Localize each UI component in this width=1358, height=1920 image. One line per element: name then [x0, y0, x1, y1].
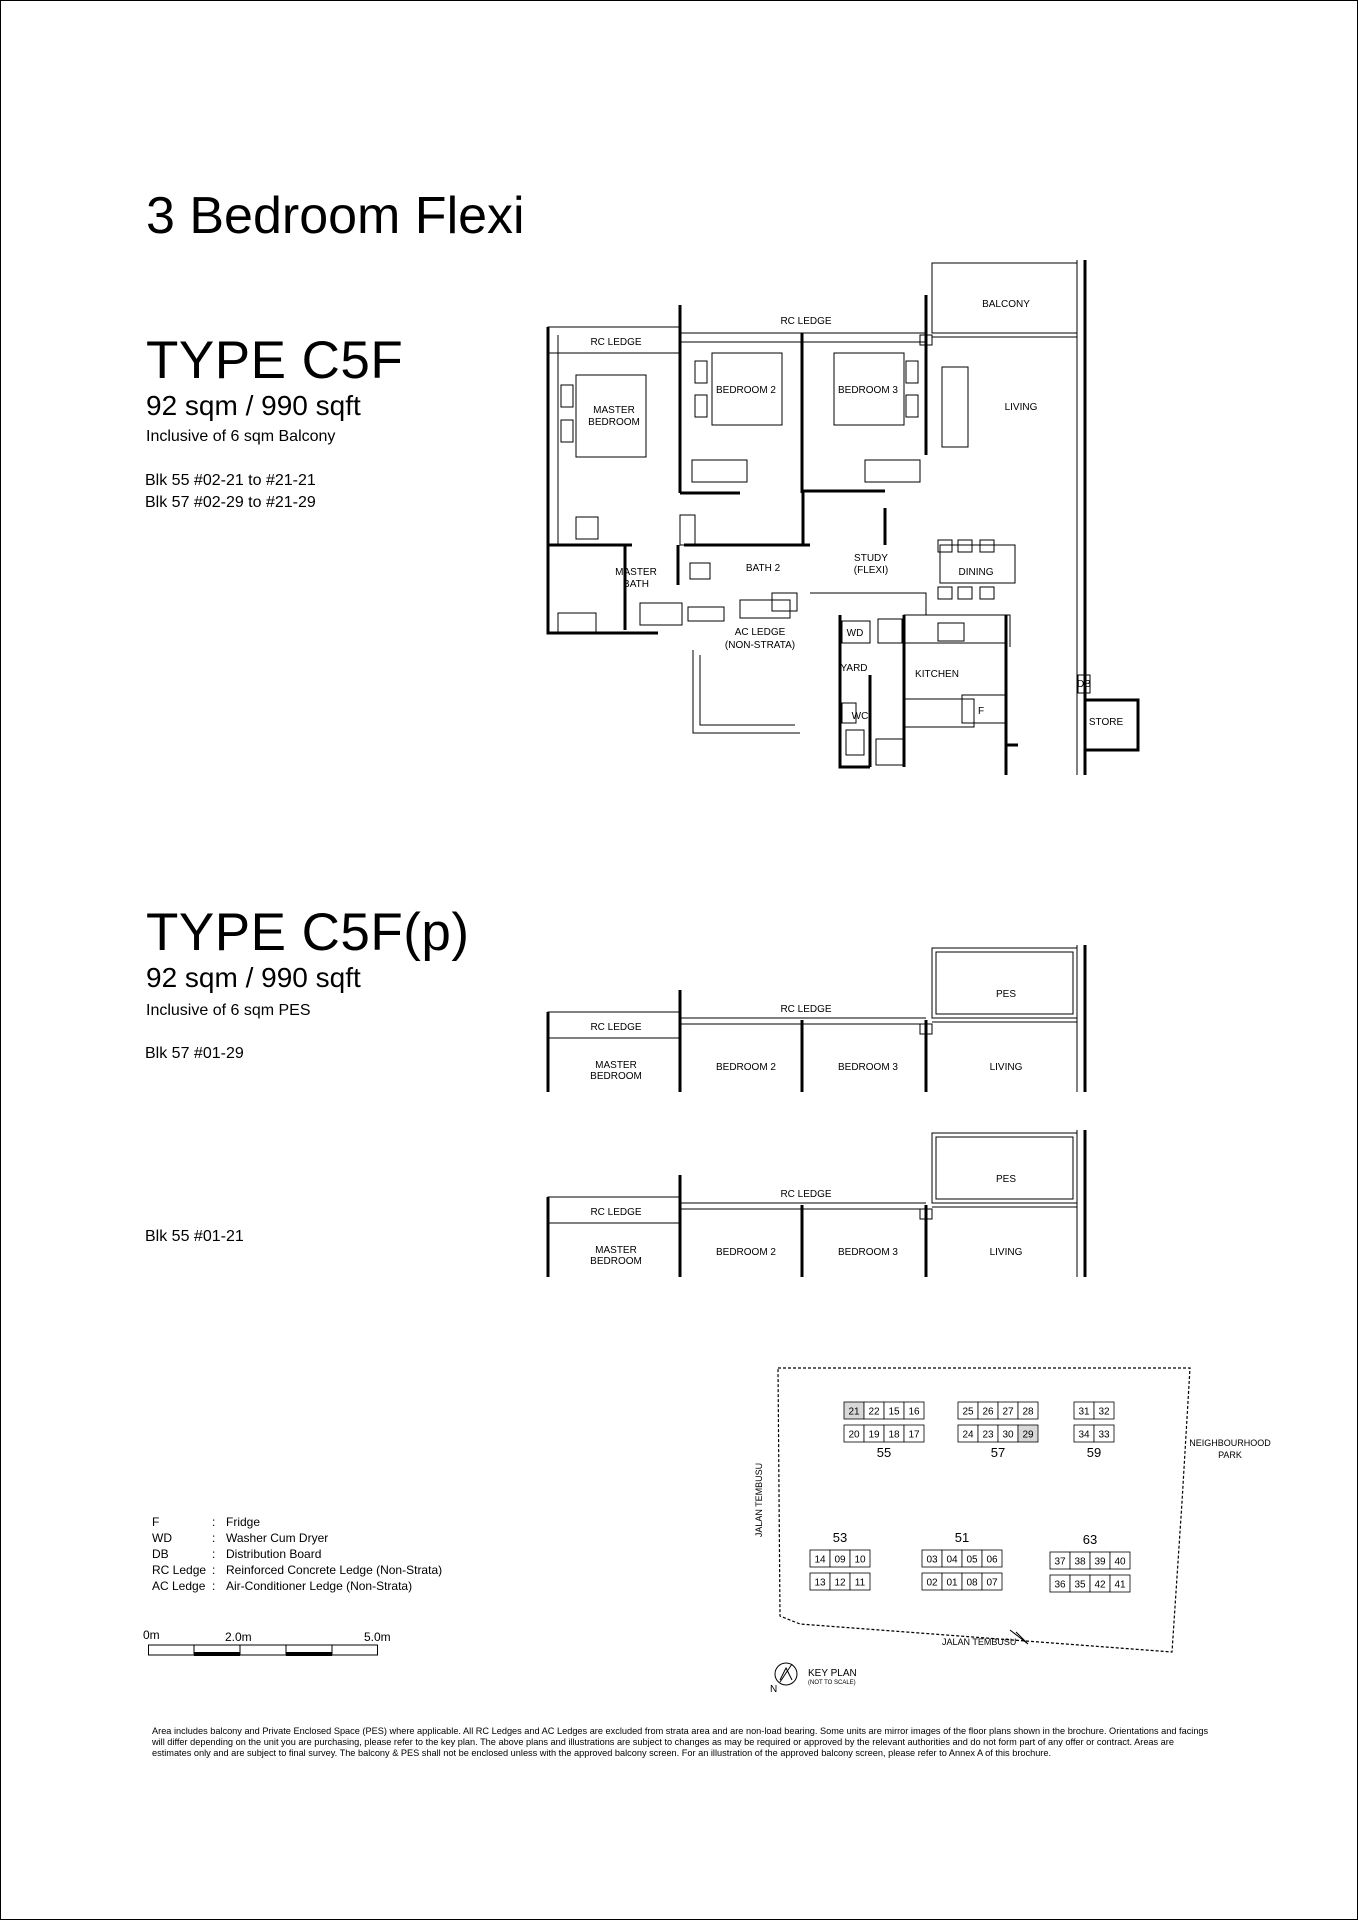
- unit-number: 25: [962, 1406, 974, 1418]
- legend-row: AC Ledge : Air-Conditioner Ledge (Non-Strata): [152, 1579, 413, 1593]
- plan-label-master-bedroom-b: BEDROOM: [588, 417, 640, 428]
- unit-number: 04: [946, 1554, 958, 1566]
- unit-number: 37: [1054, 1556, 1066, 1568]
- unit-number: 36: [1054, 1579, 1066, 1591]
- partial2-pes: PES: [995, 1174, 1017, 1185]
- block-59: [1074, 1402, 1114, 1460]
- type-c5f-area: 92 sqm / 990 sqft: [146, 390, 361, 421]
- plan-label-dining: DINING: [958, 567, 994, 578]
- type-c5f-title: TYPE C5F: [146, 331, 404, 390]
- unit-number: 31: [1078, 1406, 1090, 1418]
- legend-row: RC Ledge : Reinforced Concrete Ledge (Non-Strata): [152, 1563, 443, 1577]
- unit-number: 09: [834, 1554, 846, 1566]
- plan-label-bedroom3: BEDROOM 3: [837, 385, 899, 396]
- unit-number: 15: [888, 1406, 900, 1418]
- partial1-pes: PES: [995, 989, 1017, 1000]
- unit-number: 21: [848, 1406, 860, 1418]
- unit-number: 20: [848, 1429, 860, 1441]
- type-c5fp-note: Inclusive of 6 sqm PES: [146, 1002, 311, 1019]
- plan-label-master-bath-a: MASTER: [615, 567, 657, 578]
- unit-number: 05: [966, 1554, 978, 1566]
- block-63: [1050, 1532, 1130, 1592]
- scale-bar: [148, 1644, 380, 1658]
- plan-label-db: DB: [1077, 679, 1091, 690]
- block-number: 51: [954, 1530, 970, 1545]
- unit-number: 35: [1074, 1579, 1086, 1591]
- north-symbol: [775, 1663, 797, 1685]
- plan-label-master-bath-b: BATH: [623, 579, 649, 590]
- unit-number: 30: [1002, 1429, 1014, 1441]
- plan-label-bath2: BATH 2: [745, 563, 781, 574]
- plan-label-wc: WC: [851, 711, 869, 722]
- plan-label-ac-ledge-a: AC LEDGE: [734, 627, 786, 638]
- type-c5fp-block-57: Blk 57 #01-29: [145, 1045, 244, 1062]
- type-c5f-blocks: [145, 470, 316, 514]
- block-55: [844, 1402, 924, 1460]
- road-left-label: JALAN TEMBUSU: [754, 1462, 764, 1538]
- legend-row: F : Fridge: [152, 1515, 261, 1529]
- partial2-bedroom2: BEDROOM 2: [715, 1247, 777, 1258]
- block-57: [958, 1402, 1038, 1460]
- scale-label-2: 2.0m: [225, 1630, 252, 1644]
- park-label-b: PARK: [1218, 1450, 1242, 1460]
- unit-number: 19: [868, 1429, 880, 1441]
- unit-number: 34: [1078, 1429, 1090, 1441]
- partial-plan-blk57: [540, 940, 1100, 1095]
- north-label: N: [770, 1684, 778, 1695]
- unit-number: 08: [966, 1577, 978, 1589]
- partial1-bedroom3: BEDROOM 3: [837, 1062, 899, 1073]
- partial1-rc-ledge-2: RC LEDGE: [780, 1004, 832, 1015]
- legend: [152, 1514, 442, 1594]
- unit-number: 40: [1114, 1556, 1126, 1568]
- unit-number: 41: [1114, 1579, 1126, 1591]
- partial1-master-a: MASTER: [595, 1060, 637, 1071]
- unit-number: 18: [888, 1429, 900, 1441]
- unit-number: 11: [854, 1577, 866, 1589]
- unit-number: 02: [926, 1577, 938, 1589]
- unit-number: 03: [926, 1554, 938, 1566]
- unit-number: 26: [982, 1406, 994, 1418]
- key-plan-title: KEY PLAN: [808, 1668, 857, 1679]
- unit-number: 27: [1002, 1406, 1014, 1418]
- unit-number: 33: [1098, 1429, 1110, 1441]
- partial2-rc-ledge-2: RC LEDGE: [780, 1189, 832, 1200]
- scale-label-5: 5.0m: [364, 1630, 391, 1644]
- block-line: Blk 55 #02-21 to #21-21: [145, 472, 316, 489]
- plan-label-yard: YARD: [840, 663, 868, 674]
- block-51: [922, 1530, 1002, 1590]
- unit-number: 10: [854, 1554, 866, 1566]
- partial2-living: LIVING: [989, 1247, 1023, 1258]
- key-plan-subtitle: (NOT TO SCALE): [808, 1680, 856, 1686]
- unit-number: 12: [834, 1577, 846, 1589]
- page-title: 3 Bedroom Flexi: [146, 187, 525, 245]
- block-number: 59: [1086, 1445, 1102, 1460]
- type-c5fp-block-55: Blk 55 #01-21: [145, 1228, 244, 1245]
- partial1-bedroom2: BEDROOM 2: [715, 1062, 777, 1073]
- partial1-living: LIVING: [989, 1062, 1023, 1073]
- road-bottom-label: JALAN TEMBUSU: [942, 1637, 1017, 1647]
- plan-label-master-bedroom-a: MASTER: [593, 405, 635, 416]
- plan-label-bedroom2: BEDROOM 2: [715, 385, 777, 396]
- partial1-rc-ledge: RC LEDGE: [590, 1022, 642, 1033]
- unit-number: 06: [986, 1554, 998, 1566]
- plan-label-living: LIVING: [1004, 402, 1038, 413]
- unit-number: 01: [946, 1577, 958, 1589]
- scale-label-0: 0m: [143, 1628, 160, 1642]
- plan-label-balcony: BALCONY: [982, 299, 1030, 310]
- unit-number: 14: [814, 1554, 826, 1566]
- unit-number: 07: [986, 1577, 998, 1589]
- unit-number: 17: [908, 1429, 920, 1441]
- unit-number: 29: [1022, 1429, 1034, 1441]
- unit-number: 23: [982, 1429, 994, 1441]
- partial2-master-a: MASTER: [595, 1245, 637, 1256]
- plan-label-study-a: STUDY: [854, 553, 888, 564]
- unit-number: 42: [1094, 1579, 1106, 1591]
- disclaimer: Area includes balcony and Private Enclosed Space (PES) where applicable. All RC Ledges and AC Ledges are excluded from strata area and are non-load bearing. Some units are mirror images of the floor plans shown in the brochure. Orientations and facings will differ depending on the unit you are purchasing, please refer to the key plan. The above plans and illustrations are subject to changes as may be required or approved by the relevant authorities and do not form part of any offer or contract. Areas are estimates only and are subject to final survey. The balcony & PES shall not be enclosed unless with the approved balcony screen. For an illustration of the approved balcony screen, please refer to Annex A of this brochure.: [152, 1726, 1209, 1758]
- partial-plan-blk55: [540, 1125, 1100, 1280]
- unit-number: 38: [1074, 1556, 1086, 1568]
- block-number: 55: [876, 1445, 892, 1460]
- partial2-rc-ledge: RC LEDGE: [590, 1207, 642, 1218]
- block-line: Blk 57 #02-29 to #21-29: [145, 494, 316, 511]
- block-number: 53: [832, 1530, 848, 1545]
- plan-label-wd: WD: [846, 628, 864, 639]
- block-53: [810, 1530, 870, 1590]
- floor-plan-c5f: [540, 255, 1150, 785]
- unit-number: 24: [962, 1429, 974, 1441]
- plan-label-rc-ledge: RC LEDGE: [590, 337, 642, 348]
- unit-number: 13: [814, 1577, 826, 1589]
- unit-number: 32: [1098, 1406, 1110, 1418]
- type-c5fp-area: 92 sqm / 990 sqft: [146, 962, 361, 993]
- legend-row: DB : Distribution Board: [152, 1547, 322, 1561]
- unit-number: 28: [1022, 1406, 1034, 1418]
- park-label-a: NEIGHBOURHOOD: [1189, 1438, 1271, 1448]
- plan-label-store: STORE: [1088, 717, 1124, 728]
- partial2-bedroom3: BEDROOM 3: [837, 1247, 899, 1258]
- plan-label-kitchen: KITCHEN: [915, 669, 959, 680]
- unit-number: 39: [1094, 1556, 1106, 1568]
- type-c5f-note: Inclusive of 6 sqm Balcony: [146, 428, 336, 445]
- unit-number: 16: [908, 1406, 920, 1418]
- plan-label-f: F: [977, 706, 985, 717]
- plan-label-ac-ledge-b: (NON-STRATA): [724, 640, 796, 651]
- partial1-master-b: BEDROOM: [590, 1071, 642, 1082]
- key-plan: [740, 1362, 1280, 1692]
- block-number: 57: [990, 1445, 1006, 1460]
- partial2-master-b: BEDROOM: [590, 1256, 642, 1267]
- plan-label-rc-ledge-2: RC LEDGE: [780, 316, 832, 327]
- block-number: 63: [1082, 1532, 1098, 1547]
- type-c5fp-title: TYPE C5F(p): [146, 903, 470, 962]
- plan-label-study-b: (FLEXI): [853, 565, 889, 576]
- legend-row: WD : Washer Cum Dryer: [152, 1531, 329, 1545]
- unit-number: 22: [868, 1406, 880, 1418]
